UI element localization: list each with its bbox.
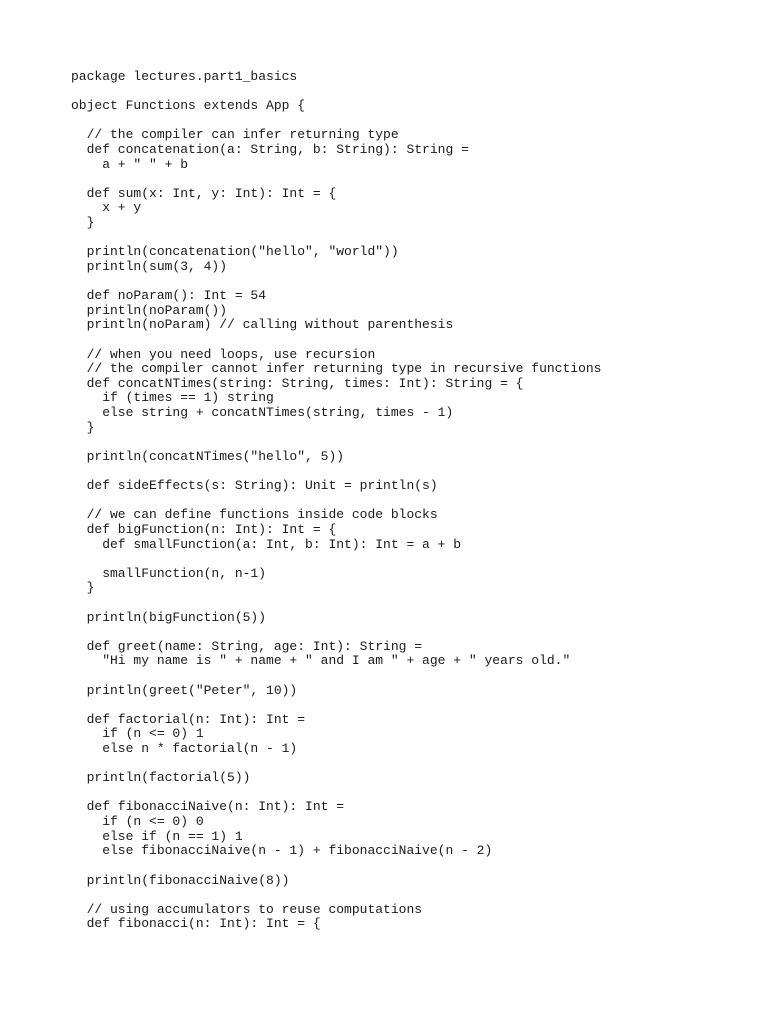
code-line: def concatenation(a: String, b: String): String = <box>71 142 469 158</box>
code-line: println(fibonacciNaive(8)) <box>71 872 290 888</box>
code-line: println(greet("Peter", 10)) <box>71 682 298 698</box>
code-line: println(bigFunction(5)) <box>71 609 267 625</box>
code-line: if (n <= 0) 1 <box>71 726 204 742</box>
code-line: else if (n == 1) 1 <box>71 828 243 844</box>
code-line <box>71 552 602 567</box>
code-line: println(noParam) // calling without parenthesis <box>71 317 454 333</box>
code-line: def concatNTimes(string: String, times: Int): String = { <box>71 375 524 391</box>
code-line: else string + concatNTimes(string, times - 1) <box>71 405 454 421</box>
code-line: def greet(name: String, age: Int): String = <box>71 638 423 654</box>
code-line: // we can define functions inside code blocks <box>71 507 438 523</box>
code-line <box>71 669 602 684</box>
code-line: def fibonacciNaive(n: Int): Int = <box>71 799 345 815</box>
code-listing <box>71 70 602 932</box>
code-line <box>71 435 602 450</box>
code-line: def factorial(n: Int): Int = <box>71 711 306 727</box>
code-line <box>71 172 602 187</box>
code-line: // when you need loops, use recursion <box>71 346 376 362</box>
code-line: // using accumulators to reuse computations <box>71 901 423 917</box>
code-line: package lectures.part1_basics <box>71 69 298 84</box>
code-line <box>71 494 602 509</box>
code-line: "Hi my name is " + name + " and I am " + age + " years old." <box>71 653 571 669</box>
code-line: x + y <box>71 200 142 216</box>
code-line: println(sum(3, 4)) <box>71 258 228 274</box>
code-line <box>71 333 602 348</box>
code-line: smallFunction(n, n-1) <box>71 565 267 581</box>
code-line: } <box>71 419 95 435</box>
code-line: def smallFunction(a: Int, b: Int): Int = a + b <box>71 536 462 552</box>
code-line: if (n <= 0) 0 <box>71 814 204 830</box>
code-line: def sum(x: Int, y: Int): Int = { <box>71 185 337 201</box>
code-line <box>71 231 602 246</box>
code-line: println(factorial(5)) <box>71 770 251 786</box>
code-line <box>71 698 602 713</box>
code-line: } <box>71 580 95 596</box>
code-line: if (times == 1) string <box>71 390 274 406</box>
code-line: // the compiler can infer returning type <box>71 127 399 143</box>
code-line <box>71 275 602 290</box>
code-line: object Functions extends App { <box>71 98 306 114</box>
code-line <box>71 786 602 801</box>
code-line <box>71 464 602 479</box>
code-line <box>71 859 602 874</box>
code-line <box>71 888 602 903</box>
code-line: println(concatNTimes("hello", 5)) <box>71 448 345 464</box>
code-line: else fibonacciNaive(n - 1) + fibonacciNaive(n - 2) <box>71 843 493 859</box>
code-line <box>71 596 602 611</box>
code-line: def noParam(): Int = 54 <box>71 288 267 304</box>
code-line: // the compiler cannot infer returning type in recursive functions <box>71 361 602 377</box>
code-line <box>71 757 602 772</box>
code-line: def bigFunction(n: Int): Int = { <box>71 521 337 537</box>
code-line: } <box>71 215 95 231</box>
code-line: println(concatenation("hello", "world")) <box>71 244 399 260</box>
code-line: println(noParam()) <box>71 302 228 318</box>
code-line: def fibonacci(n: Int): Int = { <box>71 916 321 932</box>
code-line <box>71 625 602 640</box>
code-line <box>71 85 602 100</box>
code-line <box>71 114 602 129</box>
code-line: else n * factorial(n - 1) <box>71 741 298 757</box>
code-line: def sideEffects(s: String): Unit = println(s) <box>71 478 438 494</box>
code-line: a + " " + b <box>71 156 189 172</box>
